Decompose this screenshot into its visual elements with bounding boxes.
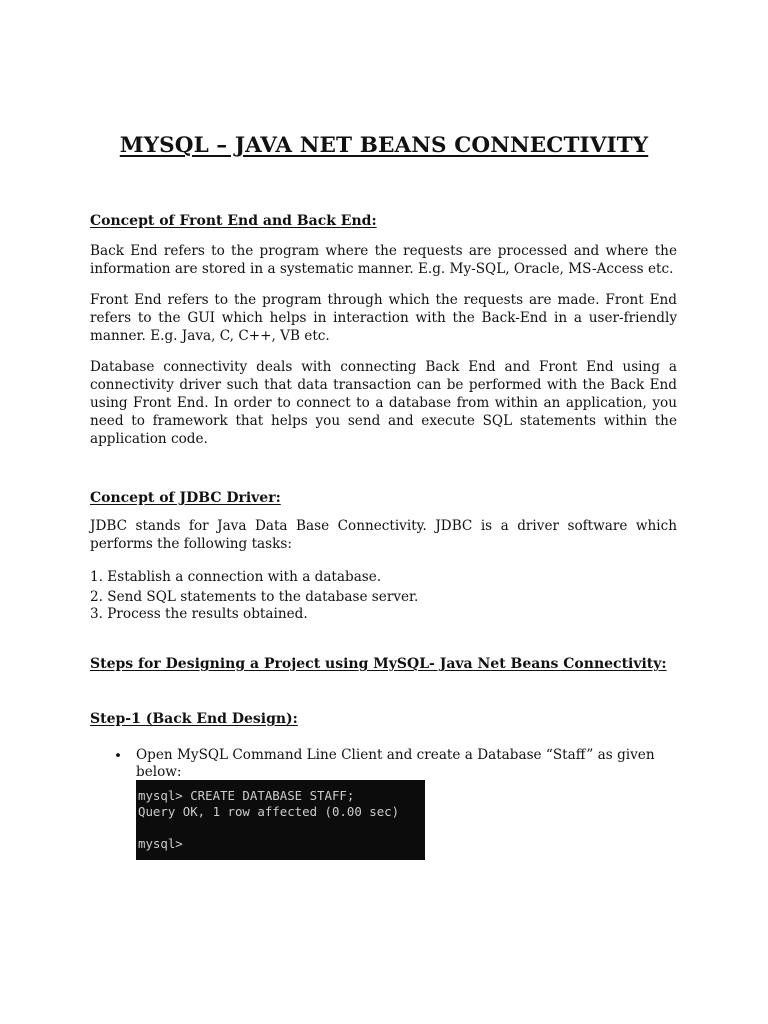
heading-design-steps: Steps for Designing a Project using MySQL- Java Net Beans Connectivity: bbox=[90, 656, 667, 672]
bullet-open-mysql: Open MySQL Command Line Client and create a Database “Staff” as given below: bbox=[136, 747, 655, 780]
terminal-line: mysql> CREATE DATABASE STAFF; bbox=[138, 788, 355, 803]
terminal-line bbox=[138, 820, 425, 836]
jdbc-task-item: 2. Send SQL statements to the database server. bbox=[90, 589, 419, 605]
heading-jdbc-driver: Concept of JDBC Driver: bbox=[90, 490, 281, 506]
terminal-line: Query OK, 1 row affected (0.00 sec) bbox=[138, 804, 400, 819]
page-title: MYSQL – JAVA NET BEANS CONNECTIVITY bbox=[119, 133, 649, 158]
paragraph-jdbc-intro: JDBC stands for Java Data Base Connectivity. JDBC is a driver software which performs the following tasks: bbox=[90, 518, 677, 552]
paragraph-back-end: Back End refers to the program where the requests are processed and where the information are stored in a systematic manner. E.g. My-SQL, Oracle, MS-Access etc. bbox=[90, 243, 677, 277]
jdbc-task-item: 3. Process the results obtained. bbox=[90, 606, 308, 622]
paragraph-database-connectivity: Database connectivity deals with connecting Back End and Front End using a connectivity driver such that data transaction can be performed with the Back End using Front End. In order to connect to a database from within an application, you need to framework that helps you send and execute SQL statements within the application code. bbox=[90, 359, 677, 447]
bullet-point: • bbox=[114, 748, 123, 764]
jdbc-task-item: 1. Establish a connection with a database. bbox=[90, 569, 382, 585]
paragraph-front-end: Front End refers to the program through which the requests are made. Front End refers to the GUI which helps in interaction with the Back-End in a user-friendly manner. E.g. Java, C, C++, VB etc. bbox=[90, 292, 677, 344]
heading-front-back-end: Concept of Front End and Back End: bbox=[90, 213, 377, 229]
mysql-terminal-screenshot bbox=[136, 780, 425, 860]
terminal-line: mysql> bbox=[138, 836, 183, 851]
heading-step-1: Step-1 (Back End Design): bbox=[90, 711, 298, 727]
